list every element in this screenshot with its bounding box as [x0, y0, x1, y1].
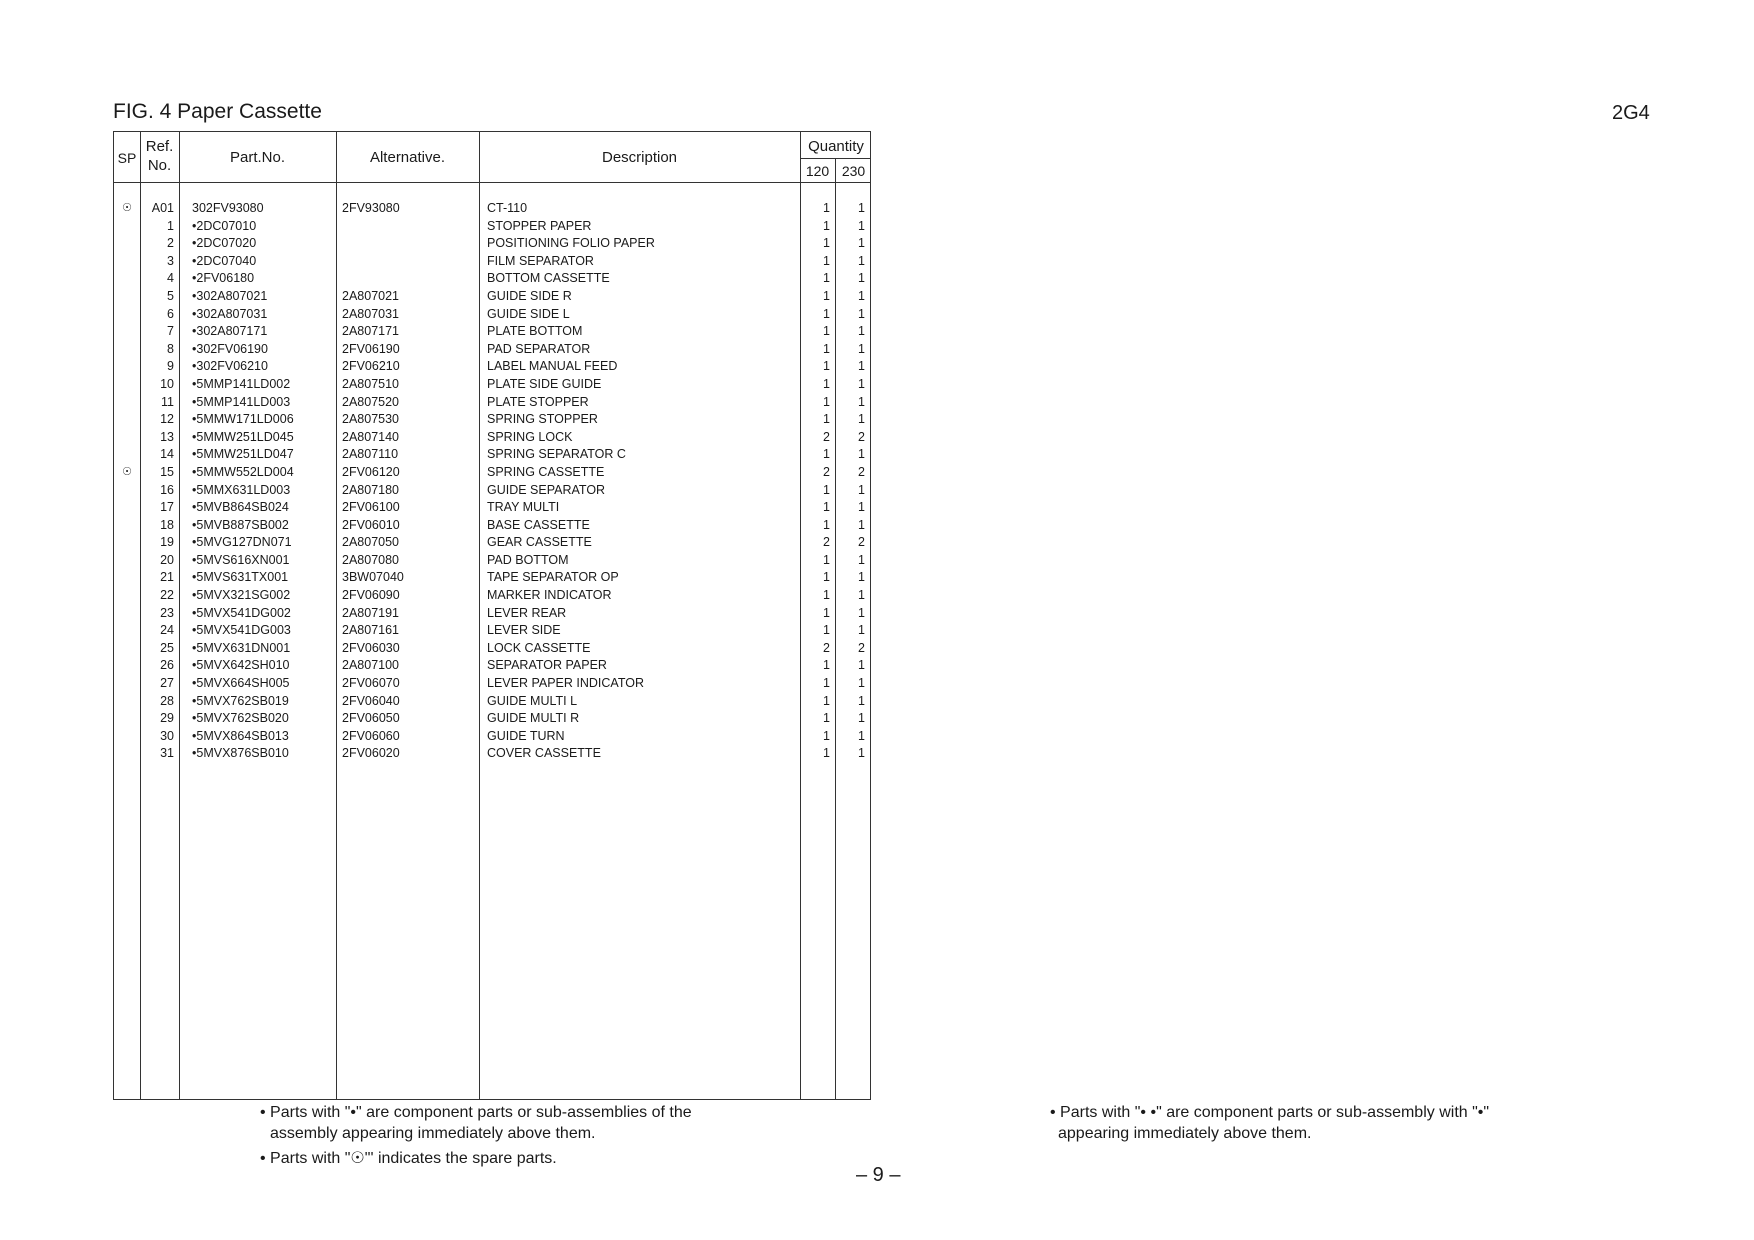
description: GUIDE SIDE R	[487, 288, 572, 303]
note-component-parts: • Parts with "•" are component parts or sub-assemblies of the	[260, 1104, 692, 1121]
alternative-no: 2A807171	[342, 324, 400, 339]
qty-230: 1	[858, 447, 865, 462]
table-row	[114, 429, 870, 447]
description: PAD SEPARATOR	[487, 341, 591, 356]
part-no: •5MVX664SH005	[192, 676, 290, 691]
part-no: •2DC07010	[192, 218, 257, 233]
part-no: •5MVX876SB010	[192, 746, 289, 761]
qty-120: 2	[823, 464, 830, 479]
figure-title: FIG. 4 Paper Cassette	[113, 100, 322, 123]
ref-no: 2	[167, 236, 174, 251]
ref-no: 9	[167, 359, 174, 374]
ref-no: 15	[160, 464, 174, 479]
part-no: •5MMP141LD003	[192, 394, 291, 409]
qty-120: 1	[823, 218, 830, 233]
qty-230: 1	[858, 711, 865, 726]
part-no: •5MVX321SG002	[192, 588, 291, 603]
qty-230: 1	[858, 623, 865, 638]
ref-no: 8	[167, 341, 174, 356]
qty-120: 1	[823, 271, 830, 286]
alternative-no: 2A807100	[342, 658, 400, 673]
table-row	[114, 253, 870, 271]
alternative-no: 2A807530	[342, 412, 400, 427]
part-no: •5MVX541DG003	[192, 623, 291, 638]
table-row	[114, 499, 870, 517]
header-sp: SP	[117, 150, 137, 166]
qty-230: 1	[858, 253, 865, 268]
part-no: •5MVS631TX001	[192, 570, 289, 585]
alternative-no: 2FV93080	[342, 201, 400, 215]
description: SEPARATOR PAPER	[487, 658, 607, 673]
header-alternative: Alternative.	[369, 149, 446, 166]
alternative-no: 2A807510	[342, 376, 400, 391]
table-row	[114, 622, 870, 640]
part-no: •5MVX762SB019	[192, 693, 289, 708]
description: LEVER SIDE	[487, 623, 561, 638]
description: LEVER REAR	[487, 605, 567, 620]
table-row	[114, 552, 870, 570]
qty-120: 1	[823, 253, 830, 268]
table-row	[114, 675, 870, 693]
description: GUIDE MULTI R	[487, 711, 580, 726]
qty-120: 1	[823, 552, 830, 567]
part-no: •5MVX864SB013	[192, 728, 289, 743]
part-no: 302FV93080	[192, 201, 264, 215]
description: SPRING CASSETTE	[487, 464, 605, 479]
part-no: •5MMX631LD003	[192, 482, 291, 497]
note-sub-assembly-cont: appearing immediately above them.	[1058, 1125, 1312, 1142]
part-no: •302A807171	[192, 324, 268, 339]
part-no: •5MMW171LD006	[192, 412, 294, 427]
qty-120: 1	[823, 306, 830, 321]
description: COVER CASSETTE	[487, 746, 601, 761]
qty-230: 1	[858, 588, 865, 603]
qty-230: 2	[858, 535, 865, 550]
qty-120: 2	[823, 640, 830, 655]
qty-230: 1	[858, 394, 865, 409]
table-row	[114, 394, 870, 412]
table-row	[114, 517, 870, 535]
qty-230: 1	[858, 341, 865, 356]
part-no: •5MMW552LD004	[192, 464, 294, 479]
description: STOPPER PAPER	[487, 218, 592, 233]
description: GEAR CASSETTE	[487, 535, 592, 550]
qty-120: 1	[823, 201, 830, 215]
qty-230: 1	[858, 693, 865, 708]
ref-no: 21	[160, 570, 174, 585]
table-row	[114, 323, 870, 341]
qty-120: 1	[823, 288, 830, 303]
ref-no: 3	[167, 253, 174, 268]
part-no: •5MVX762SB020	[192, 711, 289, 726]
part-no: •2DC07040	[192, 253, 257, 268]
qty-120: 1	[823, 605, 830, 620]
ref-no: 13	[160, 429, 174, 444]
description: PAD BOTTOM	[487, 552, 569, 567]
qty-230: 1	[858, 359, 865, 374]
part-no: •5MVX541DG002	[192, 605, 291, 620]
table-row	[114, 341, 870, 359]
qty-120: 1	[823, 341, 830, 356]
description: CT-110	[487, 201, 528, 215]
description: PLATE STOPPER	[487, 394, 589, 409]
ref-no: 23	[160, 605, 174, 620]
ref-no: 4	[167, 271, 174, 286]
description: BOTTOM CASSETTE	[487, 271, 610, 286]
ref-no: 25	[160, 640, 174, 655]
alternative-no: 2A807180	[342, 482, 400, 497]
alternative-no: 2A807050	[342, 535, 400, 550]
ref-no: 27	[160, 676, 174, 691]
spare-part-marker: ☉	[122, 465, 132, 478]
ref-no: 22	[160, 588, 174, 603]
qty-120: 1	[823, 658, 830, 673]
alternative-no: 2FV06060	[342, 728, 400, 743]
table-row	[114, 728, 870, 746]
description: GUIDE SEPARATOR	[487, 482, 606, 497]
table-row	[114, 358, 870, 376]
qty-230: 1	[858, 201, 865, 215]
ref-no: 6	[167, 306, 174, 321]
qty-120: 1	[823, 324, 830, 339]
description: POSITIONING FOLIO PAPER	[487, 236, 655, 251]
alternative-no: 2FV06090	[342, 588, 400, 603]
description: SPRING SEPARATOR C	[487, 447, 626, 462]
alternative-no: 2FV06190	[342, 341, 400, 356]
description: FILM SEPARATOR	[487, 253, 594, 268]
qty-230: 1	[858, 552, 865, 567]
table-row	[114, 710, 870, 728]
table-row	[114, 693, 870, 711]
description: PLATE SIDE GUIDE	[487, 376, 602, 391]
part-no: •5MVX631DN001	[192, 640, 291, 655]
qty-230: 1	[858, 746, 865, 761]
page-code: 2G4	[1612, 102, 1650, 124]
description: PLATE BOTTOM	[487, 324, 583, 339]
quantity-divider	[800, 158, 870, 159]
alternative-no: 2A807191	[342, 605, 400, 620]
part-no: •302FV06190	[192, 341, 268, 356]
table-row	[114, 464, 870, 482]
part-no: •2DC07020	[192, 236, 257, 251]
header-ref-line1: Ref.	[145, 138, 174, 155]
part-no: •302A807021	[192, 288, 268, 303]
table-row	[114, 534, 870, 552]
alternative-no: 2FV06040	[342, 693, 400, 708]
ref-no: 19	[160, 535, 174, 550]
description: MARKER INDICATOR	[487, 588, 612, 603]
alternative-no: 2FV06050	[342, 711, 400, 726]
qty-230: 1	[858, 517, 865, 532]
part-no: •5MMW251LD045	[192, 429, 294, 444]
qty-120: 1	[823, 728, 830, 743]
alternative-no: 2A807021	[342, 288, 400, 303]
table-row	[114, 270, 870, 288]
ref-no: 14	[160, 447, 174, 462]
ref-no: 31	[160, 746, 174, 761]
qty-120: 1	[823, 359, 830, 374]
alternative-no: 2A807110	[342, 447, 399, 462]
part-no: •5MVS616XN001	[192, 552, 290, 567]
ref-no: 16	[160, 482, 174, 497]
qty-230: 1	[858, 676, 865, 691]
description: SPRING STOPPER	[487, 412, 598, 427]
qty-230: 2	[858, 464, 865, 479]
qty-120: 1	[823, 570, 830, 585]
alternative-no: 2FV06070	[342, 676, 400, 691]
qty-120: 2	[823, 535, 830, 550]
part-no: •5MVB887SB002	[192, 517, 289, 532]
table-row	[114, 288, 870, 306]
table-row	[114, 640, 870, 658]
note-spare-parts: • Parts with "☉"' indicates the spare parts.	[260, 1150, 557, 1167]
qty-120: 1	[823, 394, 830, 409]
description: TRAY MULTI	[487, 500, 560, 515]
header-ref-line2: No.	[147, 157, 172, 174]
qty-230: 1	[858, 218, 865, 233]
alternative-no: 2FV06030	[342, 640, 400, 655]
alternative-no: 3BW07040	[342, 570, 404, 585]
qty-230: 1	[858, 271, 865, 286]
ref-no: 18	[160, 517, 174, 532]
header-qty-230: 230	[841, 163, 866, 179]
part-no: •2FV06180	[192, 271, 255, 286]
description: GUIDE TURN	[487, 728, 565, 743]
alternative-no: 2FV06010	[342, 517, 400, 532]
part-no: •5MMW251LD047	[192, 447, 294, 462]
alternative-no: 2A807161	[342, 623, 400, 638]
part-no: •5MVB864SB024	[192, 500, 289, 515]
page-number: – 9 –	[856, 1164, 901, 1186]
header-part-no: Part.No.	[229, 149, 286, 166]
part-no: •302A807031	[192, 306, 268, 321]
part-no: •5MMP141LD002	[192, 376, 291, 391]
qty-230: 1	[858, 412, 865, 427]
table-row	[114, 446, 870, 464]
alternative-no: 2A807520	[342, 394, 400, 409]
table-body	[114, 200, 870, 763]
ref-no: A01	[151, 201, 174, 215]
qty-120: 1	[823, 588, 830, 603]
qty-230: 1	[858, 570, 865, 585]
qty-120: 1	[823, 693, 830, 708]
ref-no: 29	[160, 711, 174, 726]
qty-230: 1	[858, 288, 865, 303]
ref-no: 11	[161, 394, 174, 409]
alternative-no: 2FV06020	[342, 746, 400, 761]
ref-no: 17	[160, 500, 174, 515]
qty-120: 1	[823, 412, 830, 427]
ref-no: 30	[160, 728, 174, 743]
qty-230: 1	[858, 324, 865, 339]
qty-120: 1	[823, 482, 830, 497]
table-row	[114, 200, 870, 218]
description: GUIDE SIDE L	[487, 306, 570, 321]
description: LOCK CASSETTE	[487, 640, 591, 655]
ref-no: 10	[160, 376, 174, 391]
qty-120: 1	[823, 746, 830, 761]
table-row	[114, 657, 870, 675]
description: BASE CASSETTE	[487, 517, 590, 532]
part-no: •5MVX642SH010	[192, 658, 290, 673]
qty-120: 1	[823, 236, 830, 251]
table-row	[114, 376, 870, 394]
alternative-no: 2A807080	[342, 552, 400, 567]
description: LEVER PAPER INDICATOR	[487, 676, 644, 691]
description: SPRING LOCK	[487, 429, 573, 444]
description: TAPE SEPARATOR OP	[487, 570, 619, 585]
header-bottom-line	[114, 182, 870, 183]
qty-230: 1	[858, 376, 865, 391]
table-row	[114, 605, 870, 623]
qty-120: 1	[823, 711, 830, 726]
header-quantity: Quantity	[808, 138, 864, 155]
ref-no: 24	[160, 623, 174, 638]
ref-no: 7	[167, 324, 174, 339]
table-row	[114, 569, 870, 587]
alternative-no: 2FV06210	[342, 359, 400, 374]
alternative-no: 2A807140	[342, 429, 400, 444]
qty-230: 1	[858, 306, 865, 321]
qty-230: 1	[858, 500, 865, 515]
table-row	[114, 306, 870, 324]
qty-120: 1	[823, 623, 830, 638]
qty-230: 1	[858, 482, 865, 497]
qty-120: 1	[823, 500, 830, 515]
description: LABEL MANUAL FEED	[487, 359, 618, 374]
alternative-no: 2A807031	[342, 306, 400, 321]
note-sub-assembly: • Parts with "• •" are component parts or sub-assembly with "•"	[1050, 1104, 1490, 1121]
ref-no: 12	[160, 412, 174, 427]
header-qty-120: 120	[805, 163, 830, 179]
qty-120: 2	[823, 429, 830, 444]
qty-120: 1	[823, 676, 830, 691]
alternative-no: 2FV06100	[342, 500, 400, 515]
qty-230: 1	[858, 728, 865, 743]
qty-120: 1	[823, 376, 830, 391]
parts-table	[113, 131, 871, 1100]
qty-120: 1	[823, 517, 830, 532]
qty-230: 1	[858, 236, 865, 251]
part-no: •5MVG127DN071	[192, 535, 292, 550]
table-row	[114, 587, 870, 605]
part-no: •302FV06210	[192, 359, 268, 374]
note-component-parts-cont: assembly appearing immediately above them.	[270, 1125, 596, 1142]
qty-230: 1	[858, 605, 865, 620]
table-row	[114, 218, 870, 236]
ref-no: 1	[167, 218, 174, 233]
description: GUIDE MULTI L	[487, 693, 578, 708]
qty-120: 1	[823, 447, 830, 462]
ref-no: 26	[160, 658, 174, 673]
table-row	[114, 235, 870, 253]
qty-230: 2	[858, 429, 865, 444]
spare-part-marker: ☉	[122, 202, 132, 214]
ref-no: 20	[160, 552, 174, 567]
qty-230: 2	[858, 640, 865, 655]
ref-no: 28	[160, 693, 174, 708]
qty-230: 1	[858, 658, 865, 673]
table-row	[114, 482, 870, 500]
header-description: Description	[601, 149, 678, 166]
table-row	[114, 411, 870, 429]
ref-no: 5	[167, 288, 174, 303]
table-row	[114, 745, 870, 763]
alternative-no: 2FV06120	[342, 464, 400, 479]
